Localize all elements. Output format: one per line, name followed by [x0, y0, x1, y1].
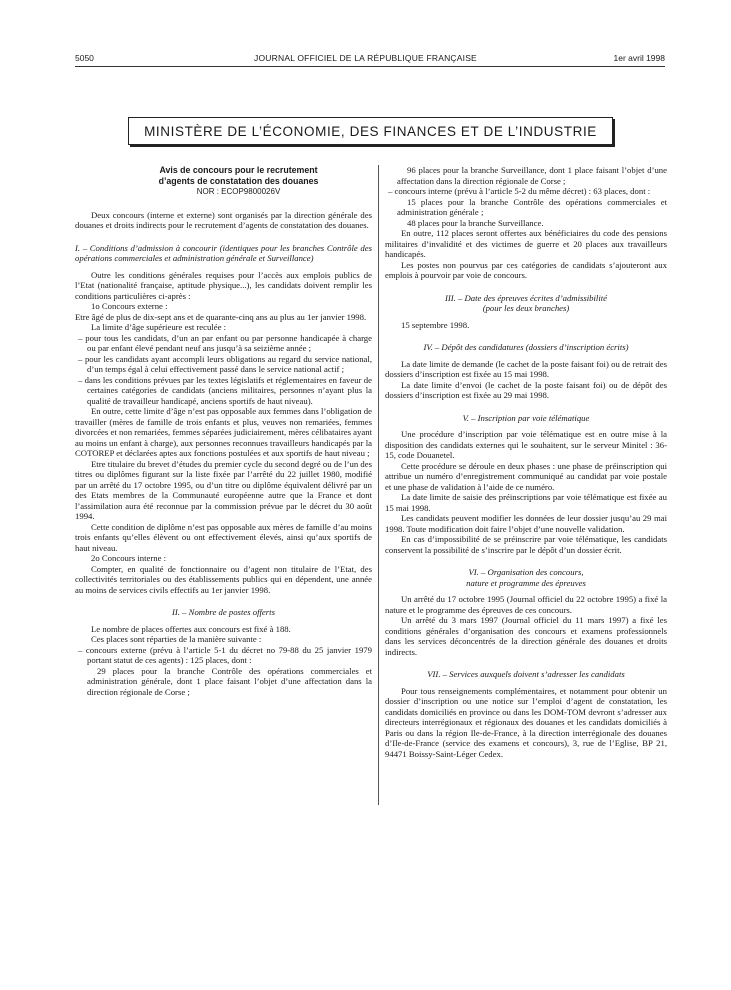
- section-1-title: I. – Conditions d’admission à concourir (identiques pour les branches Contrôle des opérations commerciales et administration générale et Surveillance): [75, 242, 372, 263]
- section-4-title: IV. – Dépôt des candidatures (dossiers d’inscription écrits): [423, 342, 629, 352]
- list-subitem: 29 places pour la branche Contrôle des opérations commerciales et administration générale, dont 1 place faisant l’objet d’une affectation dans la direction régionale de Corse ;: [87, 665, 372, 697]
- list-item: – dans les conditions prévues par les textes législatifs et réglementaires en faveur de certaines catégories de candidats (anciens militaires, personnes n’ayant plus la qualité de travailleur handicapé, anciens sportifs de haut niveau).: [78, 374, 372, 406]
- submission-deadline: La date limite d’envoi (le cachet de la poste faisant foi) ou de dépôt des dossiers d’inscription est fixée au 29 mai 1998.: [385, 379, 667, 400]
- section-5-title: V. – Inscription par voie télématique: [462, 412, 590, 423]
- places-distribution: Ces places sont réparties de la manière suivante :: [91, 634, 262, 644]
- list-item: – concours interne (prévu à l’article 5-2 du même décret) : 63 places, dont :: [388, 186, 651, 196]
- issue-date: 1er avril 1998: [613, 53, 665, 63]
- contact-information: Pour tous renseignements complémentaires, et notamment pour obtenir un dossier d’inscription ou une notice sur l’emploi d’agent de constatation, les candidats domiciliés en province ou dans les DOM-TOM devront s’adresser aux directeurs interrégionaux et régionaux des douanes et les candidats domiciliés à Paris ou dans la région Ile-de-France, à la direction interrégionale des douanes d’Ile-de-France (service des examens et concours), 3, rue de l’Eglise, BP 21, 94471 Boissy-Saint-Léger Cedex.: [385, 685, 667, 759]
- list-subitem: 48 places pour la branche Surveillance.: [407, 217, 544, 228]
- age-condition: Etre âgé de plus de dix-sept ans et de quarante-cinq ans au plus au 1er janvier 1998.: [75, 311, 367, 322]
- external-exam-label: 1o Concours externe :: [91, 301, 168, 311]
- online-procedure: Cette procédure se déroule en deux phases : une phase de préinscription qui attribue un numéro d’enregistrement communiqué au candidat par voie postale et une phase de validation à l’aide de ce numéro.: [385, 460, 667, 492]
- notice-title-line-2: d’agents de constatation des douanes: [158, 175, 319, 186]
- request-deadline: La date limite de demande (le cachet de la poste faisant foi) ou de retrait des dossiers d’inscription est fixée au 15 mai 1998.: [385, 358, 667, 379]
- online-modification: Les candidats peuvent modifier les données de leur dossier jusqu’au 29 mai 1998. Toute modification doit faire l’objet d’une nouvelle validation.: [385, 513, 667, 534]
- section-7-title: VII. – Services auxquels doivent s’adresser les candidats: [427, 669, 625, 679]
- nor-reference: NOR : ECOP9800026V: [196, 187, 281, 196]
- diploma-condition: Etre titulaire du brevet d’études du premier cycle du second degré ou de l’un des titres ou diplômes figurant sur la liste fixée par l’arrêté du 22 juillet 1980, modifié par un arrêté du 17 octobre 1995, ou d’un titre ou diplôme équivalent délivré par un des Etats membres de la Communauté européenne autre que la France et dont l’assimilation aura été reconnue par la commission prévue par le décret du 30 août 1994.: [75, 458, 372, 521]
- page-number: 5050: [75, 53, 94, 63]
- right-column: [385, 165, 667, 759]
- diploma-exception: Cette condition de diplôme n’est pas opposable aux mères de famille d’au moins trois enfants qu’elles élèvent ou ont effectivement élevés, ainsi qu’aux sportifs de haut niveau.: [75, 521, 372, 553]
- additional-places: En outre, 112 places seront offertes aux bénéficiaires du code des pensions militaires d’invalidité et des victimes de guerre et 20 places aux travailleurs handicapés.: [385, 228, 667, 259]
- list-subitem: 15 places pour la branche Contrôle des opérations commerciales et administration générale ;: [397, 196, 667, 217]
- places-total: Le nombre de places offertes aux concours est fixé à 188.: [91, 623, 291, 634]
- section-3-subtitle: (pour les deux branches): [482, 303, 570, 313]
- column-divider: [378, 165, 379, 805]
- header-rule: [75, 66, 665, 67]
- age-limit-intro: La limite d’âge supérieure est reculée :: [91, 322, 227, 332]
- section-2-title: II. – Nombre de postes offerts: [172, 607, 275, 617]
- list-subitem: 96 places pour la branche Surveillance, dont 1 place faisant l’objet d’une affectation dans la direction régionale de Corse ;: [397, 165, 667, 186]
- decree-1995: Un arrêté du 17 octobre 1995 (Journal officiel du 22 octobre 1995) a fixé la nature et le programme des épreuves de ces concours.: [385, 594, 667, 615]
- age-limit-exceptions: En outre, cette limite d’âge n’est pas opposable aux femmes dans l’obligation de travailler (mères de famille de trois enfants et plus, veuves non remariées, femmes divorcées et non remariées, femmes séparées judiciairement, mères célibataires ayant au moins un enfant à charge), aux personnes reconnues travailleurs handicapés par la COTOREP et déclarées aptes aux fonctions postulées et aux sportifs de haut niveau ;: [75, 406, 372, 458]
- section-6-title: VI. – Organisation des concours,: [468, 567, 584, 577]
- section-1-paragraph: Outre les conditions générales requises pour l’accès aux emplois publics de l’Etat (nationalité française, aptitude physique...), les candidats doivent remplir les conditions particulières ci-après :: [75, 269, 372, 301]
- online-registration: Une procédure d’inscription par voie télématique est en outre mise à la disposition des candidats externes qui le souhaitent, sur le serveur Minitel : 36-15, code Douanetel.: [385, 429, 667, 460]
- journal-title: JOURNAL OFFICIEL DE LA RÉPUBLIQUE FRANÇAISE: [254, 53, 477, 63]
- internal-exam-condition: Compter, en qualité de fonctionnaire ou d’agent non titulaire de l’Etat, des collectivités territoriales ou des établissements publics qui en dépendent, une année au moins de services civils effectifs au 1er janvier 1998.: [75, 563, 372, 595]
- notice-title-line-1: Avis de concours pour le recrutement: [159, 165, 318, 175]
- exam-date: 15 septembre 1998.: [401, 319, 470, 330]
- ministry-title: MINISTÈRE DE L’ÉCONOMIE, DES FINANCES ET DE L’INDUSTRIE: [128, 117, 613, 145]
- decree-1997: Un arrêté du 3 mars 1997 (Journal officiel du 11 mars 1997) a fixé les conditions générales d’organisation des concours et examens professionnels dans les services déconcentrés de la direction générale des douanes et droits indirects.: [385, 615, 667, 657]
- unfilled-posts: Les postes non pourvus par ces catégories de candidats s’ajouteront aux emplois à pourvoir par voie de concours.: [385, 259, 667, 280]
- section-3-title: III. – Date des épreuves écrites d’admissibilité: [444, 292, 608, 303]
- online-deadline: La date limite de saisie des préinscriptions par voie télématique est fixée au 15 mai 1998.: [385, 492, 667, 513]
- left-column: [75, 165, 372, 697]
- online-fallback: En cas d’impossibilité de se préinscrire par voie télématique, les candidats conservent la possibilité de s’inscrire par le dépôt d’un dossier écrit.: [385, 534, 667, 555]
- internal-exam-label: 2o Concours interne :: [91, 553, 167, 563]
- list-item: – concours externe (prévu à l’article 5-1 du décret no 79-88 du 25 janvier 1979 portant statut de ces agents) : 125 places, dont :: [78, 644, 372, 665]
- section-6-subtitle: nature et programme des épreuves: [466, 577, 586, 588]
- list-item: – pour tous les candidats, d’un an par enfant ou par personne handicapée à charge ou par enfant élevé pendant neuf ans jusqu’à sa seizième année ;: [78, 332, 372, 353]
- list-item: – pour les candidats ayant accompli leurs obligations au regard du service national, d’un temps égal à celui effectivement passé dans le service national actif ;: [78, 353, 372, 374]
- intro-paragraph: Deux concours (interne et externe) sont organisés par la direction générale des douanes et droits indirects pour le recrutement d’agents de constatation des douanes.: [75, 209, 372, 230]
